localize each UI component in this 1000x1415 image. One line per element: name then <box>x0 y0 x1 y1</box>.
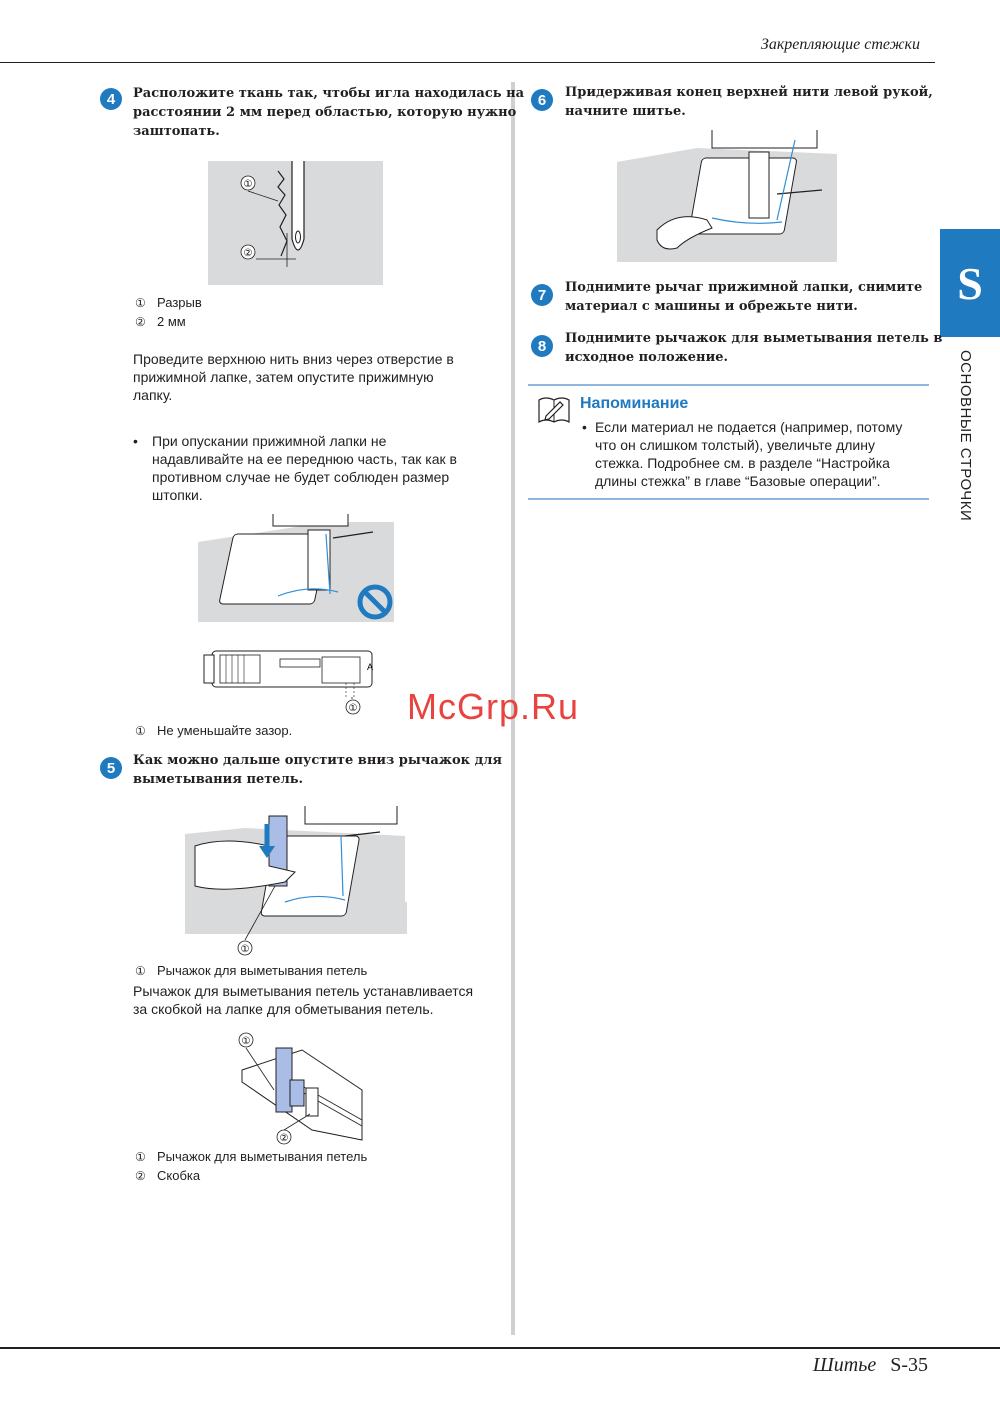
foot-slot <box>280 659 320 667</box>
callout-1: ① <box>243 179 253 190</box>
legend-number: ② <box>135 315 146 329</box>
paragraph-line: Рычажок для выметывания петель устанавливается <box>133 983 474 999</box>
legend-number: ① <box>135 296 146 310</box>
foot-shank <box>749 152 769 218</box>
machine-body <box>712 130 817 148</box>
legend-item <box>135 1167 200 1185</box>
foot-end <box>204 655 214 683</box>
step-4-number: 4 <box>100 88 122 110</box>
bullet-dot: • <box>582 419 587 435</box>
page-number: S-35 <box>890 1354 928 1376</box>
legend-text: Рычажок для выметывания петель <box>157 1149 368 1164</box>
legend-text: Разрыв <box>157 295 202 310</box>
page-footer <box>813 1354 928 1377</box>
step-8-line: исходное положение. <box>565 350 729 365</box>
step-8-line: Поднимите рычажок для выметывания петель в <box>565 331 943 346</box>
footer-section: Шитье <box>812 1354 877 1376</box>
step-6-number: 6 <box>531 89 553 111</box>
legend-text: Рычажок для выметывания петель <box>157 963 368 978</box>
step-5-number: 5 <box>100 757 122 779</box>
memo-top-rule <box>528 384 929 386</box>
memo-line: длины стежка” в главе “Базовые операции”. <box>595 473 881 489</box>
legend-item <box>135 294 202 312</box>
section-tab <box>940 229 1000 337</box>
memo-bottom-rule <box>528 498 929 500</box>
memo-line: Если материал не подается (например, потому <box>595 419 903 435</box>
bullet-line: противном случае не будет соблюден размер <box>152 469 450 485</box>
step-7-line: Поднимите рычаг прижимной лапки, снимите <box>565 280 923 295</box>
memo-line: стежка. Подробнее см. в разделе “Настройка <box>595 455 890 471</box>
bullet-line: надавливайте на ее переднюю часть, так как в <box>152 451 457 467</box>
machine-body <box>273 514 348 526</box>
legend-number: ① <box>135 724 146 738</box>
step-4-line: Расположите ткань так, чтобы игла находилась на <box>133 86 525 101</box>
buttonhole-lever <box>290 1080 304 1106</box>
bullet-line: штопки. <box>152 487 203 503</box>
legend-number: ① <box>135 964 146 978</box>
figure-lever-bracket <box>232 1030 364 1150</box>
machine-body <box>305 806 397 824</box>
step-5-line: выметывания петель. <box>133 772 304 787</box>
legend-text: 2 мм <box>157 314 186 329</box>
legend-item <box>135 722 292 740</box>
callout-1: ① <box>348 703 358 714</box>
legend-item <box>135 1148 367 1166</box>
step-8-number: 8 <box>531 335 553 357</box>
running-header: Закрепляющие стежки <box>760 36 920 53</box>
footer-rule <box>0 1347 1000 1349</box>
bullet-note <box>133 432 493 504</box>
legend-number: ② <box>135 1169 146 1183</box>
step-4-line: расстоянии 2 мм перед областью, которую нужно <box>133 105 517 120</box>
step-7-number: 7 <box>531 284 553 306</box>
step-8-text <box>565 329 942 367</box>
step-6-line: начните шитье. <box>565 104 686 119</box>
memo-title: Напоминание <box>580 395 689 412</box>
figure-needle-position <box>208 161 383 285</box>
figure-lower-lever <box>185 806 407 956</box>
legend-number: ① <box>135 1150 146 1164</box>
legend-text: Скобка <box>157 1168 201 1183</box>
section-tab-label: ОСНОВНЫЕ СТРОЧКИ <box>957 350 974 522</box>
legend-item <box>135 962 367 980</box>
needle-eye <box>296 231 301 243</box>
step-5-text <box>133 751 502 789</box>
paragraph-lever <box>133 982 473 1018</box>
memo-line: что он слишком толстый), увеличьте длину <box>595 437 875 453</box>
callout-2: ② <box>243 248 253 259</box>
foot-window <box>322 657 360 683</box>
paragraph-line: лапку. <box>133 387 173 403</box>
watermark: McGrp.Ru <box>407 686 580 727</box>
step-6-text <box>565 83 933 121</box>
figure-buttonhole-foot <box>202 645 390 717</box>
bracket <box>306 1088 318 1116</box>
legend-text: Не уменьшайте зазор. <box>157 723 293 738</box>
step-6-line: Придерживая конец верхней нити левой рукой, <box>565 85 933 100</box>
callout-1: ① <box>241 1036 251 1047</box>
legend-item <box>135 313 186 331</box>
step-7-text <box>565 278 922 316</box>
callout-1: ① <box>240 944 250 955</box>
callout-2: ② <box>279 1133 289 1144</box>
paragraph-line: прижимной лапке, затем опустите прижимную <box>133 369 434 385</box>
paragraph-line: за скобкой на лапке для обметывания петель. <box>133 1001 434 1017</box>
step-4-line: заштопать. <box>133 124 220 139</box>
paragraph-thread <box>133 350 454 404</box>
bullet-dot: • <box>133 433 138 449</box>
step-7-line: материал с машины и обрежьте нити. <box>565 299 858 314</box>
section-tab-letter: S <box>957 257 983 309</box>
paragraph-line: Проведите верхнюю нить вниз через отверстие в <box>133 351 454 367</box>
step-5-line: Как можно дальше опустите вниз рычажок для <box>133 753 503 768</box>
figure-presser-foot-warning <box>198 514 394 624</box>
foot-letter: A <box>366 662 374 672</box>
header-rule <box>0 62 935 63</box>
memo-bullet <box>582 418 927 490</box>
figure-start-sewing <box>617 130 839 263</box>
bullet-line: При опускании прижимной лапки не <box>152 433 387 449</box>
step-4-text <box>133 84 524 141</box>
memo-note-icon <box>538 396 570 424</box>
